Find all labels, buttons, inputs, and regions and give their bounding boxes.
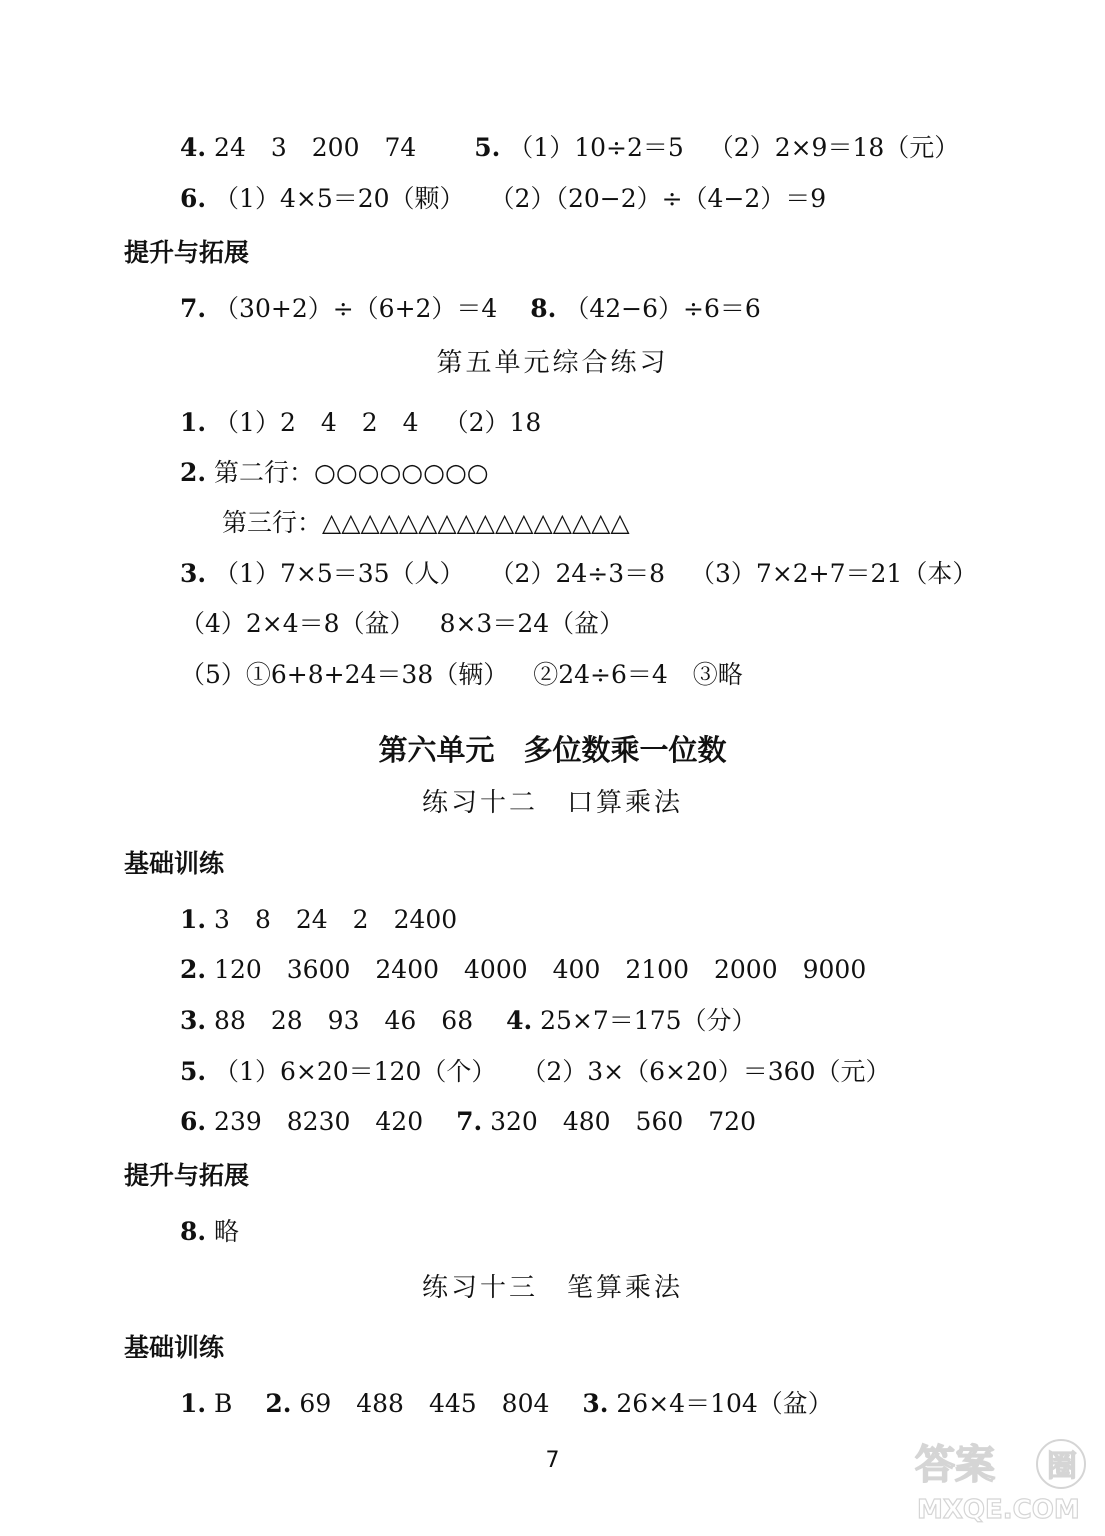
problem-number: 3. [180,1006,207,1035]
problem-number: 3. [180,559,207,588]
answer-line-ex12-2: 2. 120 3600 2400 4000 400 2100 2000 9000 [180,955,867,984]
unit6-title: 第六单元 多位数乘一位数 [378,733,727,767]
exercise12-title: 练习十二 口算乘法 [421,788,683,818]
answer-line-7-8: 7. （30+2）÷（6+2）＝4 8. （42−6）÷6＝6 [180,294,761,323]
problem-number: 1. [180,408,207,437]
answer-line-ex12-6-7: 6. 239 8230 420 7. 320 480 560 720 [180,1107,756,1136]
problem-number: 5. [180,1057,207,1086]
problem-number: 8. [530,294,557,323]
svg-text:答案: 答案 [915,1442,995,1488]
problem-number: 2. [180,955,207,984]
problem-number: 7. [456,1107,483,1136]
section-heading-basic: 基础训练 [124,849,225,878]
problem-number: 1. [180,1389,207,1418]
answer-line-ex12-8: 8. 略 [180,1217,240,1246]
problem-number: 5. [474,133,501,162]
svg-text:MXQE.COM: MXQE.COM [917,1495,1080,1524]
problem-number: 3. [582,1389,609,1418]
answer-line-ex12-1: 1. 3 8 24 2 2400 [180,905,458,934]
answer-line-2-row2: 2. 第二行：○○○○○○○○ [180,458,489,487]
answer-line-2-row3: 第三行：△△△△△△△△△△△△△△△△ [222,508,630,537]
problem-number: 1. [180,905,207,934]
answer-line-1: 1. （1）2 4 2 4 （2）18 [180,408,542,437]
answer-line-ex12-5: 5. （1）6×20＝120（个） （2）3×（6×20）＝360（元） [180,1057,891,1086]
unit5-review-title: 第五单元综合练习 [436,348,669,378]
section-heading-basic-2: 基础训练 [124,1333,225,1362]
problem-number: 4. [180,133,207,162]
problem-number: 2. [180,458,207,487]
answer-line-3-5: （5）①6+8+24＝38（辆） ②24÷6＝4 ③略 [180,660,743,689]
answer-line-ex12-3-4: 3. 88 28 93 46 68 4. 25×7＝175（分） [180,1006,757,1035]
section-heading-extension-2: 提升与拓展 [124,1161,250,1190]
problem-number: 4. [506,1006,533,1035]
svg-text:圈: 圈 [1047,1449,1077,1484]
problem-number: 6. [180,184,207,213]
answer-line-ex13-1-3: 1. B 2. 69 488 445 804 3. 26×4＝104（盆） [180,1389,833,1418]
section-heading-extension: 提升与拓展 [124,238,250,267]
answer-line-3-4: （4）2×4＝8（盆） 8×3＝24（盆） [180,609,625,638]
problem-number: 8. [180,1217,207,1246]
problem-number: 6. [180,1107,207,1136]
answer-line-3: 3. （1）7×5＝35（人） （2）24÷3＝8 （3）7×2+7＝21（本） [180,559,978,588]
problem-number: 7. [180,294,207,323]
page-number: 7 [545,1448,560,1473]
problem-number: 2. [265,1389,292,1418]
answer-line-6: 6. （1）4×5＝20（颗） （2）（20−2）÷（4−2）＝9 [180,184,827,213]
watermark-logo [911,1432,1091,1524]
exercise13-title: 练习十三 笔算乘法 [421,1273,683,1303]
answer-line-4-5: 4. 24 3 200 74 5. （1）10÷2＝5 （2）2×9＝18（元） [180,133,960,162]
